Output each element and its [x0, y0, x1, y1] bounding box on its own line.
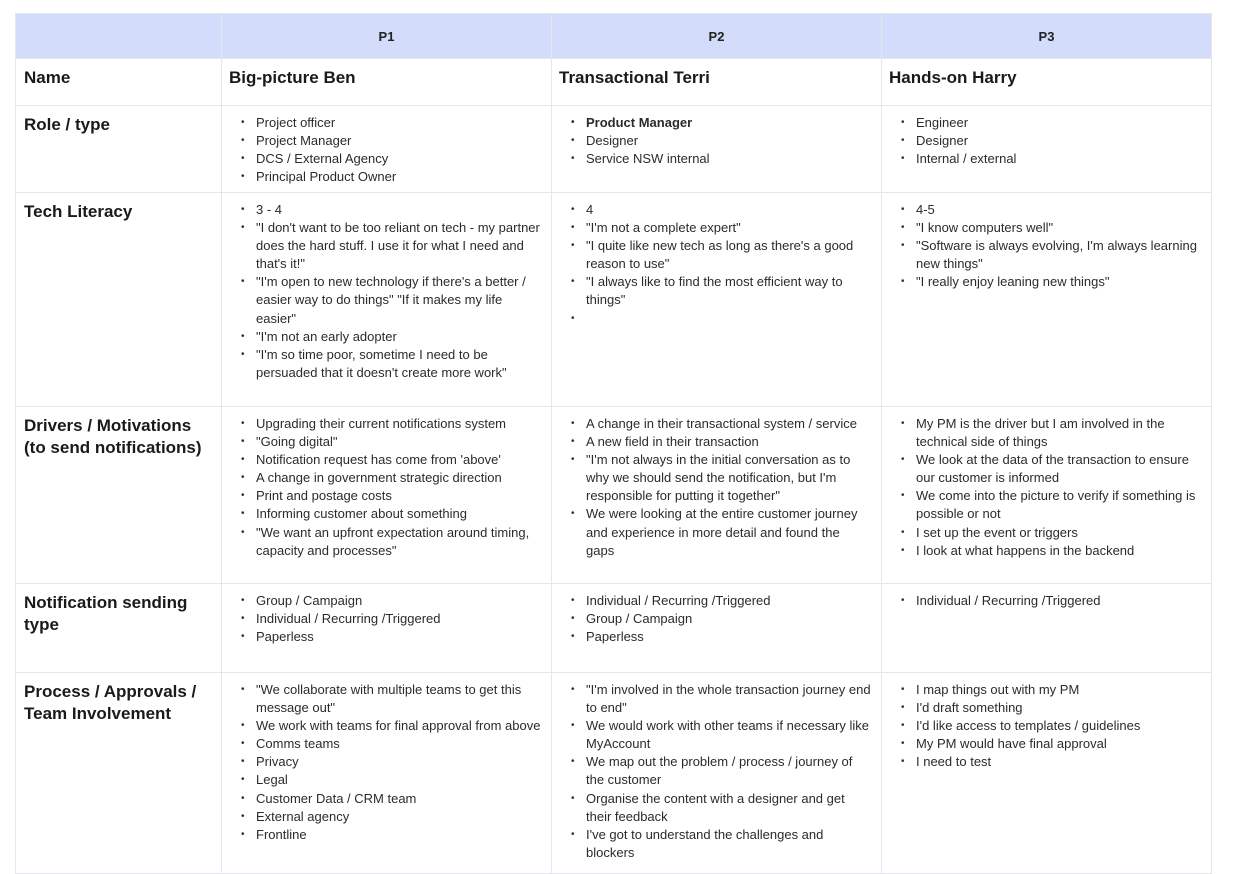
list-item: • "We want an upfront expectation around timing, capacity and processes" — [229, 524, 541, 560]
list-item: • Principal Product Owner — [229, 168, 541, 186]
process-cell-p1 — [222, 673, 552, 874]
list-item: • My PM is the driver but I am involved in the technical side of things — [889, 415, 1201, 451]
persona-table — [15, 13, 1212, 874]
row-label-text: Name — [24, 68, 71, 87]
row-label-name — [16, 59, 222, 106]
persona-name-p3: Hands-on Harry — [889, 68, 1017, 87]
row-label-drivers — [16, 407, 222, 584]
list-item: • My PM would have final approval — [889, 735, 1201, 753]
role-row — [16, 106, 1212, 193]
bullet-list — [882, 407, 1211, 560]
list-item: • Designer — [889, 132, 1201, 150]
list-item: • We work with teams for final approval from above — [229, 717, 541, 735]
header-p1: P1 — [222, 14, 552, 59]
row-label-process — [16, 673, 222, 874]
role-cell-p1 — [222, 106, 552, 193]
list-item: • "I'm not a complete expert" — [559, 219, 871, 237]
drivers-cell-p1 — [222, 407, 552, 584]
list-item: • We come into the picture to verify if something is possible or not — [889, 487, 1201, 523]
list-item: • Notification request has come from 'above' — [229, 451, 541, 469]
bullet-list — [552, 673, 881, 862]
list-item: • Individual / Recurring /Triggered — [559, 592, 871, 610]
list-item: • We look at the data of the transaction to ensure our customer is informed — [889, 451, 1201, 487]
process-cell-p2 — [552, 673, 882, 874]
list-item: • Group / Campaign — [229, 592, 541, 610]
name-cell-p1 — [222, 59, 552, 106]
name-cell-p2 — [552, 59, 882, 106]
list-item: • Frontline — [229, 826, 541, 844]
row-label-text: Notification sending type — [24, 593, 188, 634]
tech-cell-p1 — [222, 193, 552, 407]
drivers-cell-p2 — [552, 407, 882, 584]
list-item: • "I'm not always in the initial conversation as to why we should send the notification, but I'm responsible for putting it together" — [559, 451, 871, 505]
bullet-list — [552, 584, 881, 646]
list-item: • 4-5 — [889, 201, 1201, 219]
list-item: • Designer — [559, 132, 871, 150]
list-item: • I'd draft something — [889, 699, 1201, 717]
type-cell-p3 — [882, 584, 1212, 673]
list-item: • We were looking at the entire customer journey and experience in more detail and found the gaps — [559, 505, 871, 559]
bullet-list — [222, 106, 551, 186]
list-item: • DCS / External Agency — [229, 150, 541, 168]
list-item: • A new field in their transaction — [559, 433, 871, 451]
role-cell-p3 — [882, 106, 1212, 193]
header-p2: P2 — [552, 14, 882, 59]
list-item: • I set up the event or triggers — [889, 524, 1201, 542]
list-item: • Service NSW internal — [559, 150, 871, 168]
list-item: • Project Manager — [229, 132, 541, 150]
row-label-tech — [16, 193, 222, 407]
list-item: • "I quite like new tech as long as there's a good reason to use" — [559, 237, 871, 273]
list-item — [559, 310, 871, 328]
list-item: • Internal / external — [889, 150, 1201, 168]
list-item: • "I don't want to be too reliant on tech - my partner does the hard stuff. I use it for what I need and that's it!" — [229, 219, 541, 273]
row-label-type — [16, 584, 222, 673]
role-cell-p2 — [552, 106, 882, 193]
row-label-role — [16, 106, 222, 193]
list-item: • A change in government strategic direction — [229, 469, 541, 487]
list-item: • Organise the content with a designer and get their feedback — [559, 790, 871, 826]
row-label-text: Tech Literacy — [24, 202, 133, 221]
list-item: • "I always like to find the most efficient way to things" — [559, 273, 871, 309]
list-item: • I map things out with my PM — [889, 681, 1201, 699]
bullet-list — [552, 106, 881, 168]
list-item: • Project officer — [229, 114, 541, 132]
list-item: • Paperless — [229, 628, 541, 646]
name-row — [16, 59, 1212, 106]
list-item: • "I'm open to new technology if there's a better / easier way to do things" "If it makes my life easier" — [229, 273, 541, 327]
bullet-list — [552, 407, 881, 560]
list-item: • A change in their transactional system / service — [559, 415, 871, 433]
list-item: • Upgrading their current notifications system — [229, 415, 541, 433]
list-item: • We would work with other teams if necessary like MyAccount — [559, 717, 871, 753]
row-label-text: Process / Approvals / Team Involvement — [24, 682, 197, 723]
row-label-text: Drivers / Motivations (to send notifications) — [24, 416, 202, 457]
list-item: • We map out the problem / process / journey of the customer — [559, 753, 871, 789]
list-item: • Individual / Recurring /Triggered — [889, 592, 1201, 610]
list-item: • I look at what happens in the backend — [889, 542, 1201, 560]
list-item: • I've got to understand the challenges and blockers — [559, 826, 871, 862]
list-item: • "I know computers well" — [889, 219, 1201, 237]
list-item: • Legal — [229, 771, 541, 789]
header-blank — [16, 14, 222, 59]
persona-name-p2: Transactional Terri — [559, 68, 710, 87]
list-item: • "I really enjoy leaning new things" — [889, 273, 1201, 291]
process-cell-p3 — [882, 673, 1212, 874]
list-item: • Individual / Recurring /Triggered — [229, 610, 541, 628]
bullet-list — [222, 584, 551, 646]
type-cell-p2 — [552, 584, 882, 673]
list-item: • Paperless — [559, 628, 871, 646]
list-item: • "I'm so time poor, sometime I need to be persuaded that it doesn't create more work" — [229, 346, 541, 382]
list-item: • "I'm involved in the whole transaction journey end to end" — [559, 681, 871, 717]
bullet-list — [222, 673, 551, 844]
list-item: • "We collaborate with multiple teams to get this message out" — [229, 681, 541, 717]
list-item: • "Software is always evolving, I'm always learning new things" — [889, 237, 1201, 273]
bullet-list — [222, 193, 551, 382]
bullet-list — [222, 407, 551, 560]
list-item: • Informing customer about something — [229, 505, 541, 523]
process-row — [16, 673, 1212, 874]
list-item: • Customer Data / CRM team — [229, 790, 541, 808]
list-item: • External agency — [229, 808, 541, 826]
persona-name-p1: Big-picture Ben — [229, 68, 356, 87]
drivers-cell-p3 — [882, 407, 1212, 584]
list-item: • 3 - 4 — [229, 201, 541, 219]
sending-type-row — [16, 584, 1212, 673]
list-item: • "Going digital" — [229, 433, 541, 451]
tech-row — [16, 193, 1212, 407]
bullet-list — [882, 106, 1211, 168]
list-item: • I'd like access to templates / guidelines — [889, 717, 1201, 735]
list-item: • "I'm not an early adopter — [229, 328, 541, 346]
list-item: • I need to test — [889, 753, 1201, 771]
list-item: • Product Manager — [559, 114, 871, 132]
list-item: • Comms teams — [229, 735, 541, 753]
tech-cell-p3 — [882, 193, 1212, 407]
bullet-list — [882, 193, 1211, 291]
bullet-list — [552, 193, 881, 328]
bullet-list — [882, 584, 1211, 610]
list-item: • Print and postage costs — [229, 487, 541, 505]
header-row — [16, 14, 1212, 59]
list-item: • Engineer — [889, 114, 1201, 132]
list-item: • 4 — [559, 201, 871, 219]
name-cell-p3 — [882, 59, 1212, 106]
type-cell-p1 — [222, 584, 552, 673]
bullet-list — [882, 673, 1211, 771]
row-label-text: Role / type — [24, 115, 110, 134]
list-item: • Group / Campaign — [559, 610, 871, 628]
tech-cell-p2 — [552, 193, 882, 407]
drivers-row — [16, 407, 1212, 584]
header-p3: P3 — [882, 14, 1212, 59]
list-item: • Privacy — [229, 753, 541, 771]
